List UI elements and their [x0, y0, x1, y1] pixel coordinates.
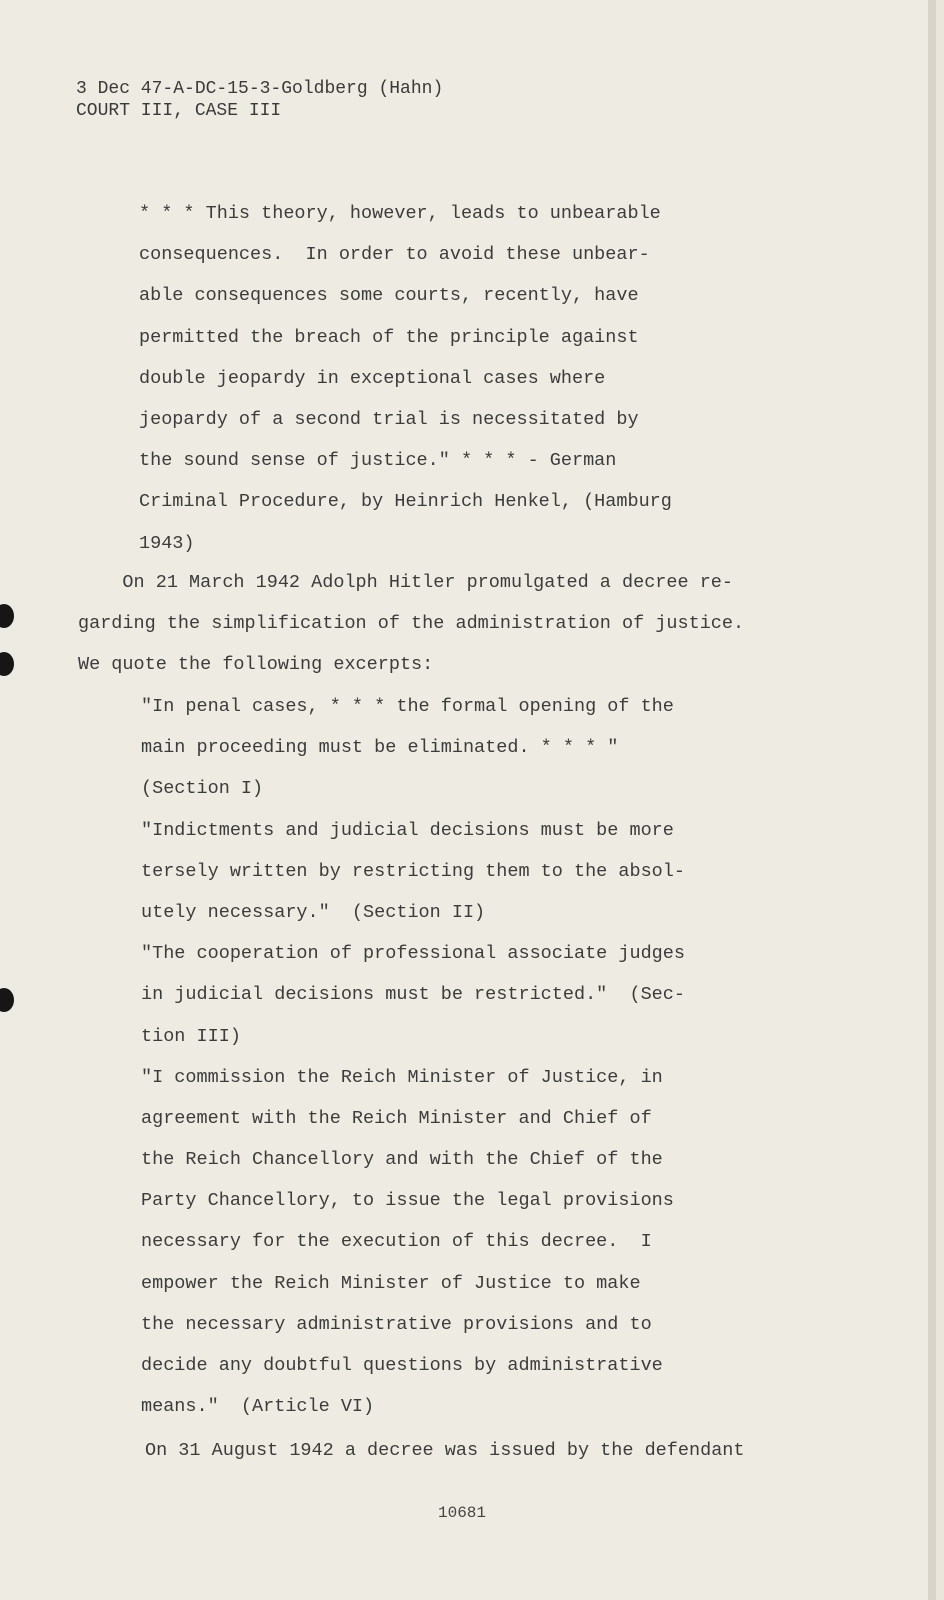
- text-line: jeopardy of a second trial is necessitated by: [139, 408, 639, 430]
- header-court-case: COURT III, CASE III: [76, 101, 282, 121]
- paragraph-decree-intro: [78, 562, 744, 686]
- punch-hole: [0, 988, 14, 1012]
- text-line: tion III): [141, 1025, 241, 1047]
- text-line: 1943): [139, 532, 195, 554]
- text-line: "Indictments and judicial decisions must be more: [141, 819, 674, 841]
- text-line: the necessary administrative provisions and to: [141, 1313, 652, 1335]
- text-line: Party Chancellory, to issue the legal provisions: [141, 1190, 674, 1212]
- text-line: in judicial decisions must be restricted." (Sec-: [141, 984, 685, 1006]
- text-line: the Reich Chancellory and with the Chief of the: [141, 1149, 663, 1171]
- text-line: main proceeding must be eliminated. * * * ": [141, 737, 619, 759]
- text-line: consequences. In order to avoid these unbear-: [139, 244, 650, 266]
- text-line: We quote the following excerpts:: [78, 654, 434, 676]
- text-line: necessary for the execution of this decree. I: [141, 1231, 652, 1253]
- text-line: means." (Article VI): [141, 1396, 375, 1418]
- text-line: "The cooperation of professional associate judges: [141, 943, 685, 965]
- paragraph-august-decree: [145, 1430, 745, 1471]
- quote-henkel: [139, 193, 672, 564]
- punch-hole: [0, 604, 14, 628]
- text-line: * * * This theory, however, leads to unbearable: [139, 203, 661, 224]
- text-line: garding the simplification of the administration of justice.: [78, 613, 745, 635]
- text-line: On 21 March 1942 Adolph Hitler promulgated a decree re-: [78, 572, 734, 593]
- text-line: "I commission the Reich Minister of Justice, in: [141, 1066, 663, 1088]
- text-line: able consequences some courts, recently, have: [139, 285, 639, 307]
- text-line: Criminal Procedure, by Heinrich Henkel, (Hamburg: [139, 491, 672, 513]
- text-line: agreement with the Reich Minister and Chief of: [141, 1107, 652, 1129]
- page-edge: [928, 0, 936, 1600]
- text-line: decide any doubtful questions by administrative: [141, 1355, 663, 1376]
- header-reference: 3 Dec 47-A-DC-15-3-Goldberg (Hahn): [76, 79, 444, 99]
- text-line: tersely written by restricting them to the absol-: [141, 860, 685, 882]
- text-line: (Section I): [141, 778, 264, 800]
- text-line: empower the Reich Minister of Justice to make: [141, 1272, 641, 1294]
- text-line: double jeopardy in exceptional cases where: [139, 367, 606, 389]
- text-line: On 31 August 1942 a decree was issued by the defendant: [145, 1440, 745, 1461]
- document-header: [76, 78, 443, 122]
- text-line: utely necessary." (Section II): [141, 901, 486, 923]
- text-line: "In penal cases, * * * the formal opening of the: [141, 696, 674, 717]
- text-line: the sound sense of justice." * * * - German: [139, 450, 617, 472]
- punch-hole: [0, 652, 14, 676]
- text-line: permitted the breach of the principle against: [139, 326, 639, 348]
- page-number: 10681: [438, 1504, 487, 1522]
- quote-decree-excerpts: [141, 686, 685, 1427]
